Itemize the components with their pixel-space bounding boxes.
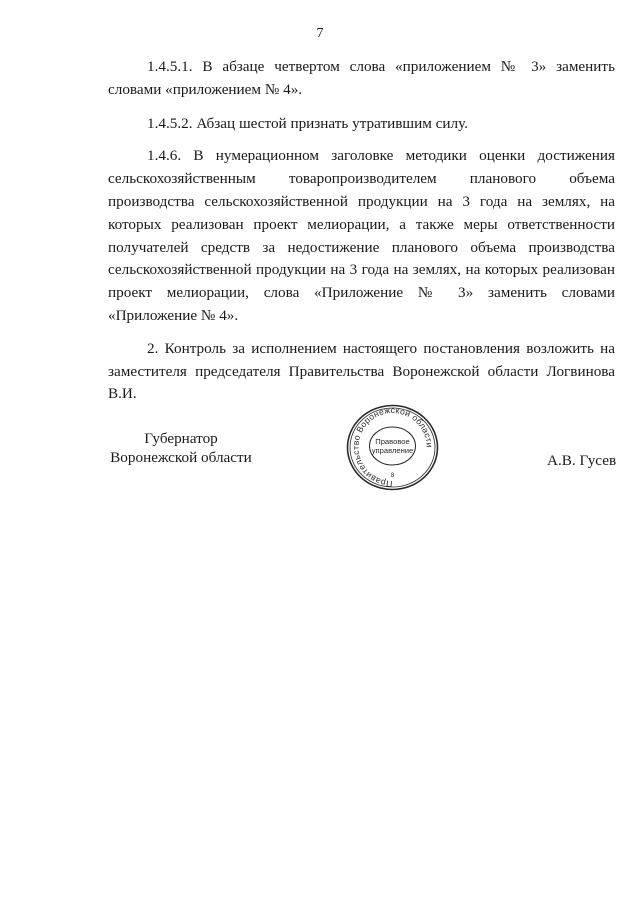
seal-inner-line-1: Правовое (375, 437, 410, 446)
paragraph-1-4-6: 1.4.6. В нумерационном заголовке методики оценки достижения сельскохозяйственным товаропроизводителем планового объема производства сельскохозяйственной продукции на 3 года на землях, на которых реализован проект мелиорации, а также меры ответственности получателей средств за недостижение планового объема производства сельскохозяйственной продукции на 3 года на землях, на которых реализован проект мелиорации, слова «Приложение № 3» заменить словами «Приложение № 4». (108, 147, 615, 324)
paragraph-2: 2. Контроль за исполнением настоящего постановления возложить на заместителя председателя Правительства Воронежской области Логвинова В.И. (108, 339, 615, 403)
seal-inner-line-2: управление (371, 446, 414, 455)
signer-name: А.В. Гусев (547, 452, 617, 469)
paragraph-1-4-5-1: 1.4.5.1. В абзаце четвертом слова «приложением № 3» заменить словами «приложением № 4». (108, 58, 615, 98)
seal-outer-text: Правительство Воронежской области (350, 404, 435, 490)
signer-title-line-1: Губернатор (144, 430, 218, 447)
signer-title-line-2: Воронежской области (110, 449, 252, 466)
official-seal-stamp (345, 403, 440, 492)
paragraph-1-4-5-2: 1.4.5.2. Абзац шестой признать утратившим силу. (147, 114, 468, 132)
page-number: 7 (316, 26, 324, 41)
seal-bottom-mark: 8 (390, 473, 395, 479)
signer-title (108, 429, 254, 467)
